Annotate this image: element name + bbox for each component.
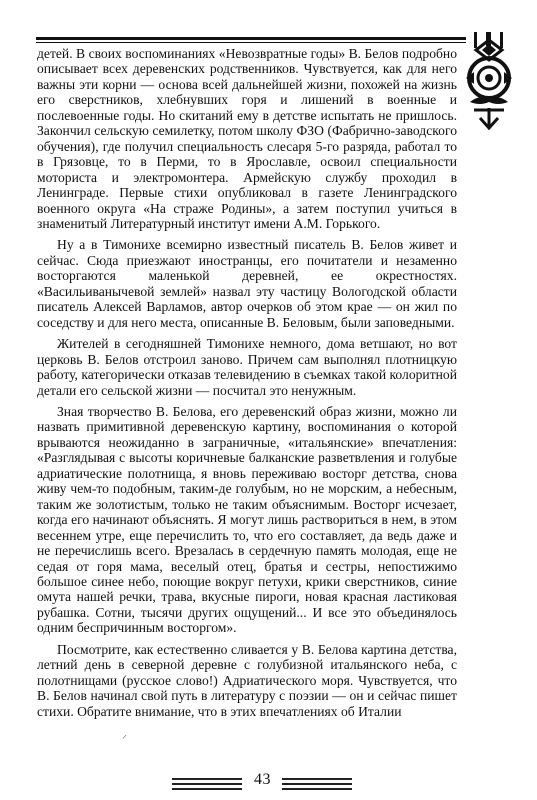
paragraph: детей. В своих воспоминаниях «Невозвратные годы» В. Белов подробно описывает всех деревенских родственников. Чувствуется, как для него важны эти корни — основа всей дальнейшей жизни, похожей на жизнь его сверстников, хлебнувших горя и лишений в военные и послевоенные годы. Но скитаний ему в детстве испытать не пришлось. Закончил сельскую семилетку, потом школу ФЗО (Фабрично-заводского обучения), где получил специальность слесаря 5-го разряда, работал то в Грязовце, то в Перми, то в Ярославле, освоил специальности моториста и электромонтера. Армейскую службу проходил в Ленинграде. Первые стихи опубликовал в газете Ленинградского военного округа «На страже Родины», а затем поступил учиться в знаменитый Литературный институт имени А.М. Горького. bbox=[37, 46, 457, 231]
body-text bbox=[37, 46, 457, 719]
footer-rule-left-1 bbox=[172, 778, 242, 780]
header-rule-top bbox=[36, 37, 466, 40]
footer-rule-right-3 bbox=[282, 788, 352, 790]
paragraph: Жителей в сегодняшней Тимонихе немного, дома ветшают, но вот церковь В. Белов отстроил заново. Причем сам выполнял плотницкую работу, категорически отказав телевидению в съемках такой колоритной детали его сельской жизни — посчитал это ненужным. bbox=[37, 336, 457, 398]
footer-rule-right-2 bbox=[282, 783, 352, 785]
paragraph: Посмотрите, как естественно сливается у В. Белова картина детства, летний день в северной деревне с голубизной итальянского неба, с полотнищами (русское слово!) Адриатического моря. Чувствуется, что В. Белов начинал свой путь в литературу с поэзии — он и сейчас пишет стихи. Обратите внимание, что в этих впечатлениях об Италии bbox=[37, 641, 457, 719]
folk-ornament-icon bbox=[462, 32, 516, 130]
footer-rule-left-2 bbox=[172, 783, 242, 785]
page-number: 43 bbox=[254, 771, 271, 788]
paragraph: Ну а в Тимонихе всемирно известный писатель В. Белов живет и сейчас. Сюда приезжают иностранцы, его почитатели и незаменно восторгаются маленькой деревней, ее окрестностях. «Васильиванычевой землей» назвал эту частицу Вологодской области писатель Алексей Варламов, автор очерков об этом крае — он жил по соседству и для него места, описанные В. Беловым, были заповедными. bbox=[37, 237, 457, 330]
footer-rule-right-1 bbox=[282, 778, 352, 780]
stray-mark: ⸍ bbox=[122, 734, 127, 745]
footer-rule-left-3 bbox=[172, 788, 242, 790]
paragraph: Зная творчество В. Белова, его деревенский образ жизни, можно ли назвать примитивной деревенскую картину, воспоминания о которой врываются неожиданно в заграничные, «итальянские» впечатления: «Разглядывая с высоты коричневые балканские разветвления и голубые адриатические полотнища, я вновь переживаю восторг детства, снова живу чем-то подобным, таким-де голубым, но не морским, а небесным, таким же золотистым, только не таким объяснимым. Восторг исчезает, когда его начинают объяснять. Я могут лишь раствориться в нем, в этом весеннем утре, еще перечислить то, что его составляет, да ведь даже и не перечислишь всего. Врезалась в сердечную память молодая, еще не седая от горя мама, веселый отец, братья и сестры, непостижимо большое синее небо, поющие вокруг петухи, крики сверстников, синие омута нашей речки, трава, вкусные пироги, новая красная ластиковая рубашка. Сотни, тысячи других ощущений... И все это объединялось одним беспричинным восторгом». bbox=[37, 403, 457, 636]
header-rule-bottom bbox=[36, 42, 466, 43]
